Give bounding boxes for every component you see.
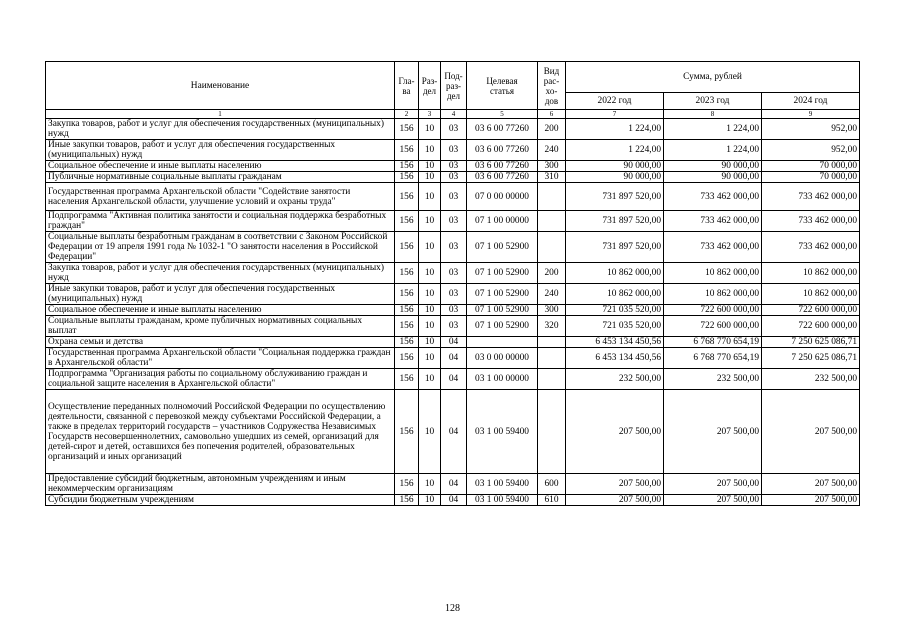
row-sum-2022: 207 500,00 xyxy=(566,474,664,495)
row-podrazdel: 03 xyxy=(441,263,467,284)
row-statya: 07 1 00 52900 xyxy=(467,305,538,316)
row-sum-2023: 733 462 000,00 xyxy=(664,232,762,263)
budget-table xyxy=(45,61,860,506)
row-podrazdel: 03 xyxy=(441,305,467,316)
header-statya: Целевая статья xyxy=(467,62,538,110)
row-sum-2022: 721 035 520,00 xyxy=(566,316,664,337)
row-podrazdel: 04 xyxy=(441,337,467,348)
row-statya: 03 1 00 59400 xyxy=(467,474,538,495)
row-vid xyxy=(538,390,566,474)
row-podrazdel: 04 xyxy=(441,348,467,369)
row-podrazdel: 03 xyxy=(441,211,467,232)
row-vid: 200 xyxy=(538,263,566,284)
row-sum-2024: 722 600 000,00 xyxy=(762,305,860,316)
row-sum-2022: 1 224,00 xyxy=(566,119,664,140)
row-sum-2022: 6 453 134 450,56 xyxy=(566,337,664,348)
row-podrazdel: 03 xyxy=(441,119,467,140)
row-glava: 156 xyxy=(395,119,419,140)
row-statya: 07 0 00 00000 xyxy=(467,183,538,211)
row-name: Закупка товаров, работ и услуг для обеспечения государственных (муниципальных) нужд xyxy=(46,263,395,284)
column-number: 7 xyxy=(566,110,664,119)
row-razdel: 10 xyxy=(419,284,441,305)
row-sum-2023: 90 000,00 xyxy=(664,172,762,183)
column-number: 4 xyxy=(441,110,467,119)
row-sum-2024: 70 000,00 xyxy=(762,172,860,183)
row-name: Социальные выплаты безработным гражданам в соответствии с Законом Российской Федерации от 19 апреля 1991 года № 1032-1 "О занятости населения в Российской Федерации" xyxy=(46,232,395,263)
page-number: 128 xyxy=(445,603,460,614)
row-glava: 156 xyxy=(395,474,419,495)
header-vid: Вид рас- хо- дов xyxy=(538,62,566,110)
row-statya: 03 6 00 77260 xyxy=(467,119,538,140)
row-name: Подпрограмма "Организация работы по социальному обслуживанию граждан и социальной защите населения в Архангельской области" xyxy=(46,369,395,390)
row-statya: 03 1 00 59400 xyxy=(467,495,538,506)
header-name: Наименование xyxy=(46,62,395,110)
row-glava: 156 xyxy=(395,284,419,305)
row-statya: 03 6 00 77260 xyxy=(467,172,538,183)
row-podrazdel: 03 xyxy=(441,172,467,183)
row-name: Государственная программа Архангельской области "Социальная поддержка граждан в Архангельской области" xyxy=(46,348,395,369)
row-name: Подпрограмма "Активная политика занятости и социальная поддержка безработных граждан" xyxy=(46,211,395,232)
table-row xyxy=(46,263,860,284)
header-sum: Сумма, рублей xyxy=(566,62,860,93)
table-row xyxy=(46,348,860,369)
row-sum-2023: 722 600 000,00 xyxy=(664,316,762,337)
column-number: 3 xyxy=(419,110,441,119)
row-sum-2023: 232 500,00 xyxy=(664,369,762,390)
table-row xyxy=(46,172,860,183)
row-sum-2023: 733 462 000,00 xyxy=(664,211,762,232)
row-podrazdel: 03 xyxy=(441,161,467,172)
row-vid xyxy=(538,183,566,211)
column-number: 6 xyxy=(538,110,566,119)
row-name: Иные закупки товаров, работ и услуг для обеспечения государственных (муниципальных) нужд xyxy=(46,284,395,305)
row-sum-2023: 6 768 770 654,19 xyxy=(664,348,762,369)
row-sum-2023: 1 224,00 xyxy=(664,140,762,161)
table-row xyxy=(46,337,860,348)
row-sum-2024: 7 250 625 086,71 xyxy=(762,348,860,369)
row-razdel: 10 xyxy=(419,140,441,161)
row-sum-2023: 207 500,00 xyxy=(664,390,762,474)
row-name: Закупка товаров, работ и услуг для обеспечения государственных (муниципальных) нужд xyxy=(46,119,395,140)
row-glava: 156 xyxy=(395,161,419,172)
row-glava: 156 xyxy=(395,316,419,337)
row-glava: 156 xyxy=(395,183,419,211)
table-row xyxy=(46,183,860,211)
row-sum-2023: 10 862 000,00 xyxy=(664,284,762,305)
row-vid: 200 xyxy=(538,119,566,140)
table-row xyxy=(46,211,860,232)
header-glava: Гла- ва xyxy=(395,62,419,110)
row-name: Предоставление субсидий бюджетным, автономным учреждениям и иным некоммерческим организациям xyxy=(46,474,395,495)
row-sum-2024: 733 462 000,00 xyxy=(762,211,860,232)
table-row xyxy=(46,119,860,140)
row-glava: 156 xyxy=(395,305,419,316)
row-sum-2024: 10 862 000,00 xyxy=(762,263,860,284)
row-vid xyxy=(538,369,566,390)
row-sum-2024: 10 862 000,00 xyxy=(762,284,860,305)
row-name: Социальные выплаты гражданам, кроме публичных нормативных социальных выплат xyxy=(46,316,395,337)
row-razdel: 10 xyxy=(419,263,441,284)
table-body xyxy=(46,110,860,506)
row-statya: 03 0 00 00000 xyxy=(467,348,538,369)
row-statya: 07 1 00 52900 xyxy=(467,232,538,263)
table-row xyxy=(46,390,860,474)
row-name: Социальное обеспечение и иные выплаты населению xyxy=(46,305,395,316)
row-sum-2023: 733 462 000,00 xyxy=(664,183,762,211)
column-number: 5 xyxy=(467,110,538,119)
row-sum-2022: 721 035 520,00 xyxy=(566,305,664,316)
row-sum-2023: 90 000,00 xyxy=(664,161,762,172)
row-podrazdel: 03 xyxy=(441,140,467,161)
row-sum-2022: 207 500,00 xyxy=(566,495,664,506)
row-razdel: 10 xyxy=(419,474,441,495)
header-razdel: Раз- дел xyxy=(419,62,441,110)
row-razdel: 10 xyxy=(419,369,441,390)
header-year-2024: 2024 год xyxy=(762,93,860,110)
row-sum-2024: 70 000,00 xyxy=(762,161,860,172)
row-glava: 156 xyxy=(395,140,419,161)
row-statya: 07 1 00 00000 xyxy=(467,211,538,232)
row-podrazdel: 04 xyxy=(441,495,467,506)
row-vid: 610 xyxy=(538,495,566,506)
row-podrazdel: 03 xyxy=(441,316,467,337)
row-glava: 156 xyxy=(395,369,419,390)
row-statya: 03 1 00 00000 xyxy=(467,369,538,390)
table-row xyxy=(46,232,860,263)
row-name: Государственная программа Архангельской области "Содействие занятости населения Архангельской области, улучшение условий и охраны труда" xyxy=(46,183,395,211)
row-podrazdel: 04 xyxy=(441,390,467,474)
row-razdel: 10 xyxy=(419,495,441,506)
row-glava: 156 xyxy=(395,172,419,183)
row-razdel: 10 xyxy=(419,172,441,183)
row-sum-2024: 722 600 000,00 xyxy=(762,316,860,337)
row-sum-2024: 733 462 000,00 xyxy=(762,232,860,263)
row-name: Публичные нормативные социальные выплаты гражданам xyxy=(46,172,395,183)
table-row xyxy=(46,140,860,161)
row-glava: 156 xyxy=(395,495,419,506)
table-row xyxy=(46,495,860,506)
row-razdel: 10 xyxy=(419,316,441,337)
row-glava: 156 xyxy=(395,390,419,474)
row-sum-2022: 1 224,00 xyxy=(566,140,664,161)
row-name: Осуществление переданных полномочий Российской Федерации по осуществлению деятельности, связанной с перевозкой между субъектами Российской Федерации, а также в пределах территорий государств – участников Содружества Независимых Государств несовершеннолетних, самовольно ушедших из семей, организаций для детей-сирот и детей, оставшихся без попечения родителей, образовательных организаций и иных организаций xyxy=(46,390,395,474)
row-statya: 03 6 00 77260 xyxy=(467,161,538,172)
row-vid: 320 xyxy=(538,316,566,337)
row-sum-2022: 731 897 520,00 xyxy=(566,211,664,232)
row-razdel: 10 xyxy=(419,211,441,232)
table-row xyxy=(46,316,860,337)
row-razdel: 10 xyxy=(419,337,441,348)
row-name: Иные закупки товаров, работ и услуг для обеспечения государственных (муниципальных) нужд xyxy=(46,140,395,161)
row-sum-2024: 232 500,00 xyxy=(762,369,860,390)
row-razdel: 10 xyxy=(419,390,441,474)
header-year-2023: 2023 год xyxy=(664,93,762,110)
row-vid xyxy=(538,232,566,263)
row-statya: 07 1 00 52900 xyxy=(467,316,538,337)
row-sum-2022: 10 862 000,00 xyxy=(566,263,664,284)
row-sum-2022: 232 500,00 xyxy=(566,369,664,390)
row-statya: 03 6 00 77260 xyxy=(467,140,538,161)
row-sum-2023: 207 500,00 xyxy=(664,474,762,495)
row-sum-2024: 733 462 000,00 xyxy=(762,183,860,211)
row-name: Социальное обеспечение и иные выплаты населению xyxy=(46,161,395,172)
column-number: 8 xyxy=(664,110,762,119)
row-sum-2023: 207 500,00 xyxy=(664,495,762,506)
row-sum-2024: 207 500,00 xyxy=(762,390,860,474)
row-glava: 156 xyxy=(395,211,419,232)
row-vid xyxy=(538,348,566,369)
row-razdel: 10 xyxy=(419,119,441,140)
row-vid: 310 xyxy=(538,172,566,183)
row-sum-2023: 722 600 000,00 xyxy=(664,305,762,316)
column-number: 2 xyxy=(395,110,419,119)
row-sum-2022: 207 500,00 xyxy=(566,390,664,474)
row-podrazdel: 04 xyxy=(441,474,467,495)
row-vid: 300 xyxy=(538,305,566,316)
row-sum-2022: 90 000,00 xyxy=(566,161,664,172)
row-podrazdel: 03 xyxy=(441,232,467,263)
table-row xyxy=(46,369,860,390)
row-statya: 03 1 00 59400 xyxy=(467,390,538,474)
row-sum-2024: 207 500,00 xyxy=(762,495,860,506)
row-vid: 600 xyxy=(538,474,566,495)
row-sum-2022: 731 897 520,00 xyxy=(566,183,664,211)
row-statya: 07 1 00 52900 xyxy=(467,263,538,284)
header-podrazdel: Под- раз- дел xyxy=(441,62,467,110)
table-row xyxy=(46,284,860,305)
row-sum-2022: 10 862 000,00 xyxy=(566,284,664,305)
row-sum-2022: 731 897 520,00 xyxy=(566,232,664,263)
row-sum-2022: 6 453 134 450,56 xyxy=(566,348,664,369)
row-sum-2024: 952,00 xyxy=(762,140,860,161)
row-sum-2024: 7 250 625 086,71 xyxy=(762,337,860,348)
row-glava: 156 xyxy=(395,337,419,348)
table-row xyxy=(46,305,860,316)
row-vid: 300 xyxy=(538,161,566,172)
row-podrazdel: 03 xyxy=(441,284,467,305)
row-name: Субсидии бюджетным учреждениям xyxy=(46,495,395,506)
row-vid: 240 xyxy=(538,140,566,161)
row-razdel: 10 xyxy=(419,161,441,172)
row-sum-2024: 207 500,00 xyxy=(762,474,860,495)
row-razdel: 10 xyxy=(419,305,441,316)
row-vid xyxy=(538,211,566,232)
row-glava: 156 xyxy=(395,263,419,284)
column-number-row xyxy=(46,110,860,119)
column-number: 1 xyxy=(46,110,395,119)
row-vid xyxy=(538,337,566,348)
row-podrazdel: 04 xyxy=(441,369,467,390)
table-row xyxy=(46,474,860,495)
row-sum-2024: 952,00 xyxy=(762,119,860,140)
row-sum-2023: 1 224,00 xyxy=(664,119,762,140)
row-podrazdel: 03 xyxy=(441,183,467,211)
row-statya: 07 1 00 52900 xyxy=(467,284,538,305)
row-statya xyxy=(467,337,538,348)
row-sum-2023: 10 862 000,00 xyxy=(664,263,762,284)
row-glava: 156 xyxy=(395,232,419,263)
row-razdel: 10 xyxy=(419,183,441,211)
row-razdel: 10 xyxy=(419,232,441,263)
row-vid: 240 xyxy=(538,284,566,305)
table-row xyxy=(46,161,860,172)
header-year-2022: 2022 год xyxy=(566,93,664,110)
row-razdel: 10 xyxy=(419,348,441,369)
row-sum-2022: 90 000,00 xyxy=(566,172,664,183)
row-glava: 156 xyxy=(395,348,419,369)
column-number: 9 xyxy=(762,110,860,119)
row-name: Охрана семьи и детства xyxy=(46,337,395,348)
row-sum-2023: 6 768 770 654,19 xyxy=(664,337,762,348)
